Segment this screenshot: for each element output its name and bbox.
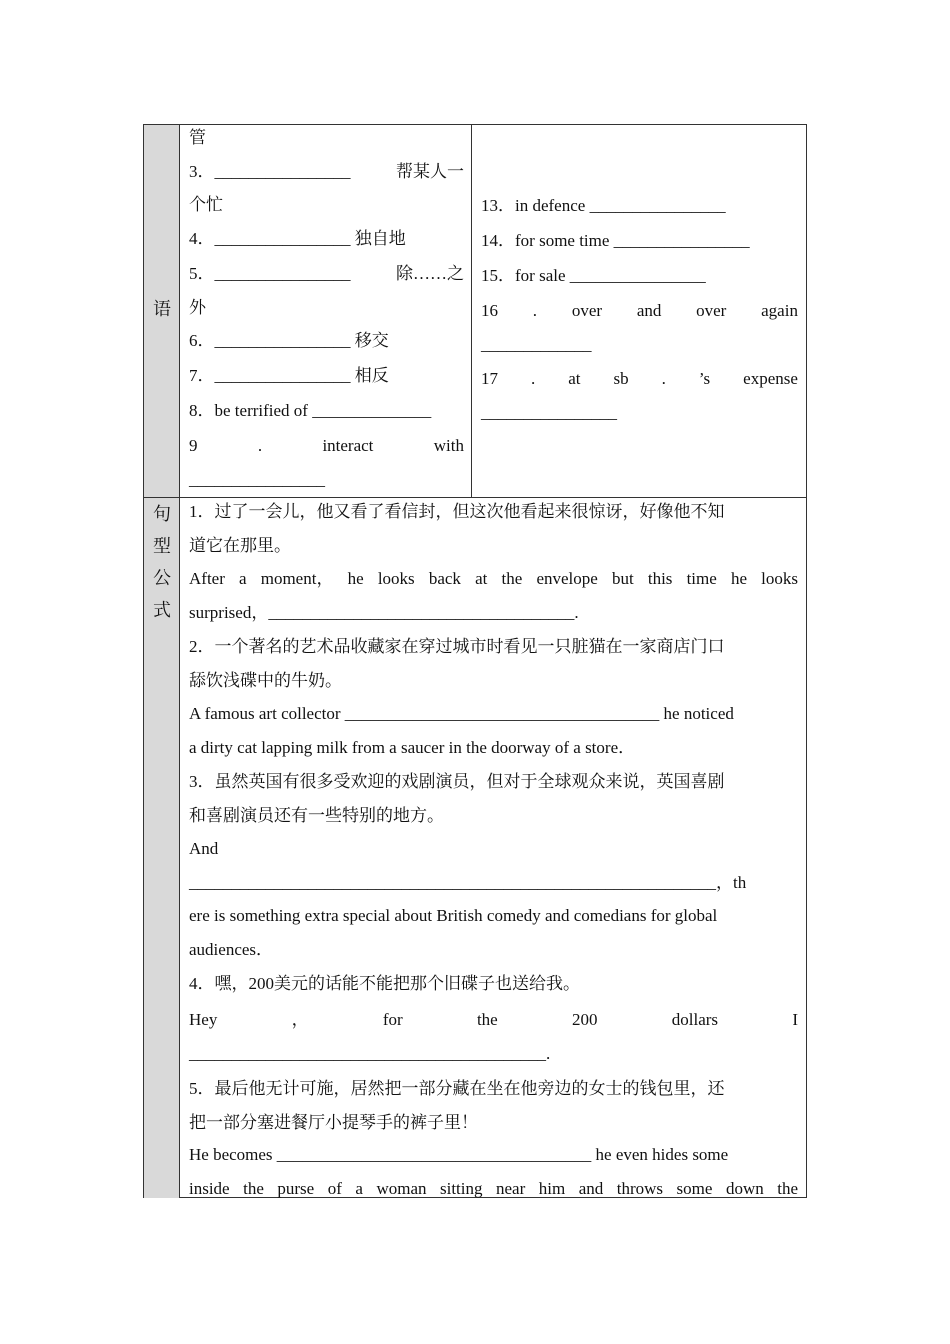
sentence-1-english: surprised，____________________________________. xyxy=(189,603,579,622)
vocab-line: 个忙 xyxy=(189,195,223,214)
sentence-2-chinese: 2．一个著名的艺术品收藏家在穿过城市时看见一只脏猫在一家商店门口 xyxy=(189,637,725,656)
sentence-5-chinese: 5．最后他无计可施，居然把一部分藏在坐在他旁边的女士的钱包里，还 xyxy=(189,1079,725,1098)
vocab-line: 管 xyxy=(189,128,206,147)
sentence-4-chinese: 4．嘿，200美元的话能不能把那个旧碟子也送给我。 xyxy=(189,974,580,993)
sentence-3-english: And xyxy=(189,839,219,858)
sentence-1-chinese: 道它在那里。 xyxy=(189,536,291,555)
sentence-3-chinese: 和喜剧演员还有一些特别的地方。 xyxy=(189,806,444,825)
vocab-item-14: 14．for some time ________________ xyxy=(481,231,750,250)
vocab-item-5: 5．________________ 除……之 xyxy=(189,264,464,283)
section-label-char: 公 xyxy=(153,568,171,588)
sentence-5-chinese: 把一部分塞进餐厅小提琴手的裤子里！ xyxy=(189,1113,478,1132)
sentence-2-chinese: 舔饮浅碟中的牛奶。 xyxy=(189,671,342,690)
sentence-1-chinese: 1．过了一会儿，他又看了看信封，但这次他看起来很惊讶，好像他不知 xyxy=(189,502,725,521)
column-divider xyxy=(471,125,472,497)
section-label-vocab: 语 xyxy=(153,299,171,319)
vocab-line: _____________ xyxy=(481,335,592,354)
section-label-cell-vocab xyxy=(144,125,180,498)
sentence-3-english: ere is something extra special about British comedy and comedians for global xyxy=(189,906,718,925)
sentence-1-english: After a moment， he looks back at the envelope but this time he looks xyxy=(189,569,798,588)
sentence-2-english: A famous art collector _____________________________________ he noticed xyxy=(189,704,734,723)
vocab-item-9: 9 . interact with xyxy=(189,436,464,455)
vocab-item-16: 16 . over and over again xyxy=(481,301,798,320)
vocab-item-13: 13．in defence ________________ xyxy=(481,196,726,215)
section-label-char: 句 xyxy=(153,504,171,524)
vocab-item-8: 8．be terrified of ______________ xyxy=(189,401,432,420)
vocab-line: ________________ xyxy=(189,470,325,489)
sentence-2-english: a dirty cat lapping milk from a saucer in the doorway of a store． xyxy=(189,738,636,757)
sentence-5-english: inside the purse of a woman sitting near him and throws some down the xyxy=(189,1179,798,1198)
sentence-4-english: Hey ， for the 200 dollars I xyxy=(189,1010,798,1029)
vocab-item-7: 7．________________ 相反 xyxy=(189,366,389,385)
vocab-item-15: 15．for sale ________________ xyxy=(481,266,706,285)
vocab-item-3: 3．________________ 帮某人一 xyxy=(189,162,464,181)
section-label-cell-sentence xyxy=(144,498,180,1198)
worksheet-table xyxy=(143,124,807,1198)
vocab-line: ________________ xyxy=(481,403,617,422)
vocab-line: 外 xyxy=(189,298,206,317)
sentence-3-english: ______________________________________________________________，th xyxy=(189,873,747,892)
section-label-char: 型 xyxy=(153,536,171,556)
section-label-char: 式 xyxy=(153,600,171,620)
vocab-item-6: 6．________________ 移交 xyxy=(189,331,389,350)
vocab-item-4: 4．________________ 独自地 xyxy=(189,229,406,248)
sentence-5-english: He becomes _____________________________________ he even hides some xyxy=(189,1145,729,1164)
sentence-3-chinese: 3．虽然英国有很多受欢迎的戏剧演员，但对于全球观众来说，英国喜剧 xyxy=(189,772,725,791)
sentence-3-english: audiences． xyxy=(189,940,274,959)
vocab-item-17: 17 . at sb . ’s expense xyxy=(481,369,798,388)
sentence-4-english: __________________________________________. xyxy=(189,1044,551,1063)
